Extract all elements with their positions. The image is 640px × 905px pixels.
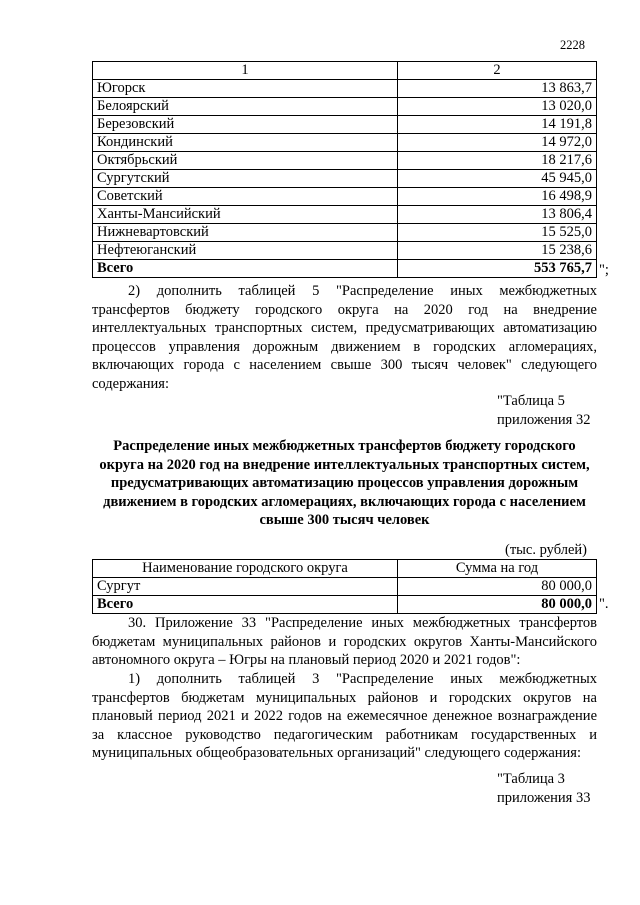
closing-quote: ".	[599, 596, 609, 612]
table-reference-line: приложения 33	[497, 789, 591, 806]
table-reference-3	[497, 770, 590, 807]
district-amount: 15 238,6	[398, 242, 597, 260]
table-row	[93, 116, 597, 134]
paragraph-add-table-5: 2) дополнить таблицей 5 "Распределение иных межбюджетных трансфертов бюджету городского округа на 2020 год на внедрение интеллектуальных транспортных систем, предусматривающих автоматизацию процессов управления дорожным движением в городских агломерациях, включающих города с населением свыше 300 тысяч человек" следующего содержания:	[92, 283, 597, 392]
district-name: Нефтеюганский	[93, 242, 398, 260]
table-row	[93, 578, 597, 596]
column-header-district: Наименование городского округа	[93, 560, 398, 578]
district-amount: 13 863,7	[398, 80, 597, 98]
district-amount: 13 806,4	[398, 206, 597, 224]
total-amount: 80 000,0	[398, 596, 597, 614]
table-total-row	[93, 596, 597, 614]
paragraph-appendix-33: 30. Приложение 33 "Распределение иных межбюджетных трансфертов бюджетам муниципальных районов и городских округов Ханты-Мансийского автономного округа – Югры на плановый период 2020 и 2021 годов":	[92, 615, 597, 668]
column-header-amount: Сумма на год	[398, 560, 597, 578]
district-name: Сургут	[93, 578, 398, 596]
table-total-row	[93, 260, 597, 278]
total-label: Всего	[93, 596, 398, 614]
page-number: 2228	[560, 38, 585, 52]
column-header-1: 1	[93, 62, 398, 80]
district-amount: 15 525,0	[398, 224, 597, 242]
district-name: Березовский	[93, 116, 398, 134]
table-row	[93, 224, 597, 242]
table-reference-line: "Таблица 5	[497, 393, 565, 409]
district-name: Нижневартовский	[93, 224, 398, 242]
district-amount: 14 972,0	[398, 134, 597, 152]
district-name: Сургутский	[93, 170, 398, 188]
district-amount: 16 498,9	[398, 188, 597, 206]
table-row	[93, 170, 597, 188]
table-row	[93, 206, 597, 224]
table-row	[93, 242, 597, 260]
district-amount: 80 000,0	[398, 578, 597, 596]
table-row	[93, 98, 597, 116]
table-header-row	[93, 560, 597, 578]
table-reference-5	[497, 392, 590, 429]
table-row	[93, 188, 597, 206]
district-amount: 14 191,8	[398, 116, 597, 134]
table-reference-line: приложения 32	[497, 411, 591, 428]
table-row	[93, 152, 597, 170]
district-name: Югорск	[93, 80, 398, 98]
total-amount: 553 765,7	[398, 260, 597, 278]
transfer-table-1	[92, 61, 597, 278]
district-name: Советский	[93, 188, 398, 206]
units-label: (тыс. рублей)	[505, 542, 587, 558]
closing-quote: ";	[599, 262, 609, 278]
table-5-heading: Распределение иных межбюджетных трансфертов бюджету городского округа на 2020 год на внедрение интеллектуальных транспортных систем, предусматривающих автоматизацию процессов управления дорожным движением в городских агломерациях, включающих города с населением свыше 300 тысяч человек	[99, 438, 590, 528]
district-name: Белоярский	[93, 98, 398, 116]
transfer-table-5	[92, 559, 597, 614]
table-row	[93, 80, 597, 98]
district-name: Октябрьский	[93, 152, 398, 170]
district-amount: 18 217,6	[398, 152, 597, 170]
district-amount: 45 945,0	[398, 170, 597, 188]
district-name: Кондинский	[93, 134, 398, 152]
district-name: Ханты-Мансийский	[93, 206, 398, 224]
district-amount: 13 020,0	[398, 98, 597, 116]
paragraph-add-table-3: 1) дополнить таблицей 3 "Распределение иных межбюджетных трансфертов бюджетам муниципальных районов и городских округов на плановый период 2021 и 2022 годов на ежемесячное денежное вознаграждение за классное руководство педагогическим работникам государственных и муниципальных общеобразовательных организаций" следующего содержания:	[92, 671, 597, 761]
column-header-2: 2	[398, 62, 597, 80]
table-reference-line: "Таблица 3	[497, 771, 565, 787]
table-header-row	[93, 62, 597, 80]
total-label: Всего	[93, 260, 398, 278]
table-row	[93, 134, 597, 152]
